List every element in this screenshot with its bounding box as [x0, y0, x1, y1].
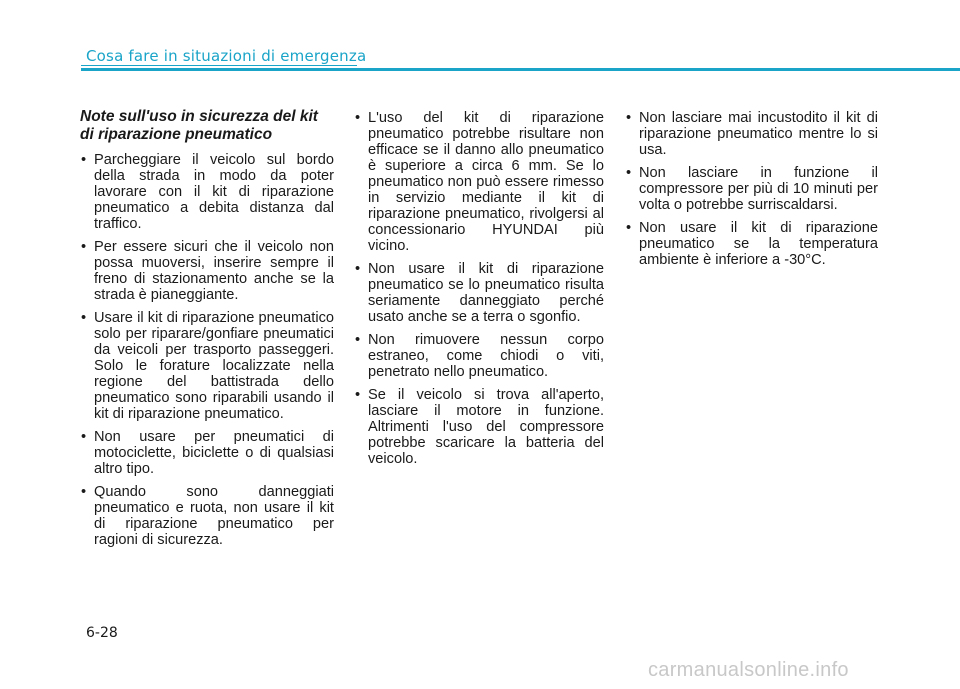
list-item: • Se il veicolo si trova all'aperto, lasciare il motore in funzione. Altrimenti l'uso del compressore potrebbe scaricare la batteria del veicolo.: [354, 387, 604, 467]
list-item: • L'uso del kit di riparazione pneumatico potrebbe risultare non efficace se il danno allo pneumatico è superiore a circa 6 mm. Se lo pneumatico non può essere rimesso in servizio mediante il kit di riparazione pneumatico, rivolgersi al concessionario HYUNDAI più vicino.: [354, 110, 604, 254]
section-title: Cosa fare in situazioni di emergenza: [86, 47, 367, 65]
text-column-3: [625, 110, 878, 275]
list-item: • Non rimuovere nessun corpo estraneo, come chiodi o viti, penetrato nello pneumatico.: [354, 332, 604, 380]
list-item: • Usare il kit di riparazione pneumatico solo per riparare/gonfiare pneumatici da veicoli per trasporto passeggeri. Solo le forature localizzate nella regione del battistrada dello pneumatico sono riparabili usando il kit di riparazione pneumatico.: [80, 310, 334, 422]
page-number: 6-28: [86, 625, 118, 641]
list-item: • Non usare il kit di riparazione pneumatico se lo pneumatico risulta seriamente danneggiato perché usato anche se a terra o sgonfio.: [354, 261, 604, 325]
bullet-list-3: [625, 110, 878, 268]
text-column-2: [354, 110, 604, 474]
list-item: • Non lasciare mai incustodito il kit di riparazione pneumatico mentre lo si usa.: [625, 110, 878, 158]
list-item: • Non lasciare in funzione il compressore per più di 10 minuti per volta o potrebbe surriscaldarsi.: [625, 165, 878, 213]
bullet-list-2: [354, 110, 604, 467]
bullet-list-1: [80, 152, 334, 548]
list-item: • Quando sono danneggiati pneumatico e ruota, non usare il kit di riparazione pneumatico per ragioni di sicurezza.: [80, 484, 334, 548]
header-underline: [81, 65, 357, 66]
list-item: • Parcheggiare il veicolo sul bordo della strada in modo da poter lavorare con il kit di riparazione pneumatico a debita distanza dal traffico.: [80, 152, 334, 232]
list-item: • Non usare per pneumatici di motociclette, biciclette o di qualsiasi altro tipo.: [80, 429, 334, 477]
content-title: Note sull'uso in sicurezza del kit di riparazione pneumatico: [80, 108, 318, 143]
list-item: • Non usare il kit di riparazione pneumatico se la temperatura ambiente è inferiore a -30°C.: [625, 220, 878, 268]
list-item: • Per essere sicuri che il veicolo non possa muoversi, inserire sempre il freno di stazionamento anche se la strada è pianeggiante.: [80, 239, 334, 303]
text-column-1: [80, 108, 334, 555]
header-rule: [81, 68, 960, 71]
watermark: carmanualsonline.info: [648, 659, 849, 681]
